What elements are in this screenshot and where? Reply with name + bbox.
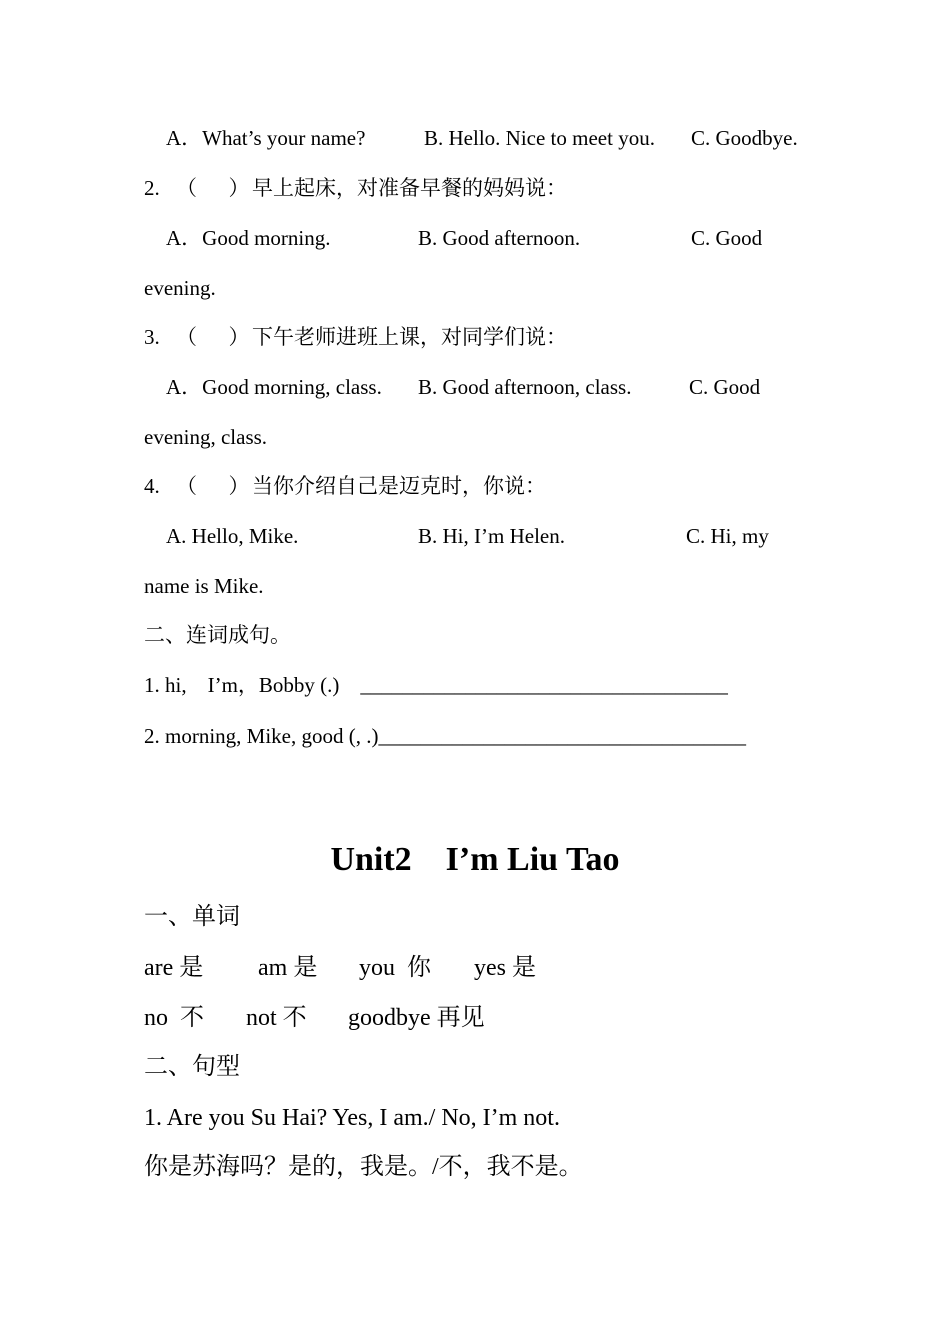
- sentence-chinese: 你是苏海吗？是的，我是。/不，我不是。: [144, 1154, 583, 1180]
- answer-bracket: （ ）: [176, 176, 250, 200]
- question-number: 3.: [144, 325, 160, 349]
- question-number: 2.: [144, 176, 160, 200]
- section-heading: 二、句型: [144, 1054, 240, 1080]
- vocab-item: yes 是: [474, 955, 536, 981]
- option-a: A．Good morning.: [166, 226, 331, 250]
- question-stem: 下午老师进班上课，对同学们说：: [252, 325, 567, 349]
- question-stem: 早上起床，对准备早餐的妈妈说：: [252, 176, 567, 200]
- option-b: B. Hi, I’m Helen.: [418, 524, 565, 548]
- vocab-item: goodbye 再见: [348, 1005, 485, 1031]
- sentence-english: 1. Are you Su Hai? Yes, I am./ No, I’m not.: [144, 1105, 560, 1131]
- sentence-item-2: 2. morning, Mike, good (, .)___________________________________: [144, 724, 746, 748]
- option-c-continuation: name is Mike.: [144, 574, 264, 598]
- vocab-item: am 是: [258, 955, 318, 981]
- question-stem: 当你介绍自己是迈克时，你说：: [252, 474, 546, 498]
- option-c-continuation: evening.: [144, 276, 216, 300]
- option-c-continuation: evening, class.: [144, 425, 268, 449]
- option-c: C. Hi, my: [686, 524, 769, 548]
- unit-title: Unit2 I’m Liu Tao: [330, 841, 620, 878]
- sentence-item-1: 1. hi, I’m，Bobby (.) ___________________________________: [144, 673, 728, 697]
- vocab-item: you 你: [359, 955, 431, 981]
- option-a: A．Good morning, class.: [166, 375, 382, 399]
- q1-option-b: B. Hello. Nice to meet you.: [424, 126, 655, 150]
- answer-bracket: （ ）: [176, 325, 250, 349]
- option-b: B. Good afternoon, class.: [418, 375, 632, 399]
- option-a: A. Hello, Mike.: [166, 524, 299, 548]
- vocab-item: not 不: [246, 1005, 307, 1031]
- option-c: C. Good: [691, 226, 763, 250]
- option-b: B. Good afternoon.: [418, 226, 581, 250]
- section-heading: 一、单词: [144, 904, 240, 930]
- vocab-item: no 不: [144, 1005, 204, 1031]
- q1-option-a: A．What’s your name?: [166, 126, 366, 150]
- vocab-item: are 是: [144, 955, 204, 981]
- option-c: C. Good: [689, 375, 761, 399]
- q1-option-c: C. Goodbye.: [691, 126, 798, 150]
- answer-bracket: （ ）: [176, 474, 250, 498]
- question-number: 4.: [144, 474, 160, 498]
- section-heading: 二、连词成句。: [144, 623, 291, 647]
